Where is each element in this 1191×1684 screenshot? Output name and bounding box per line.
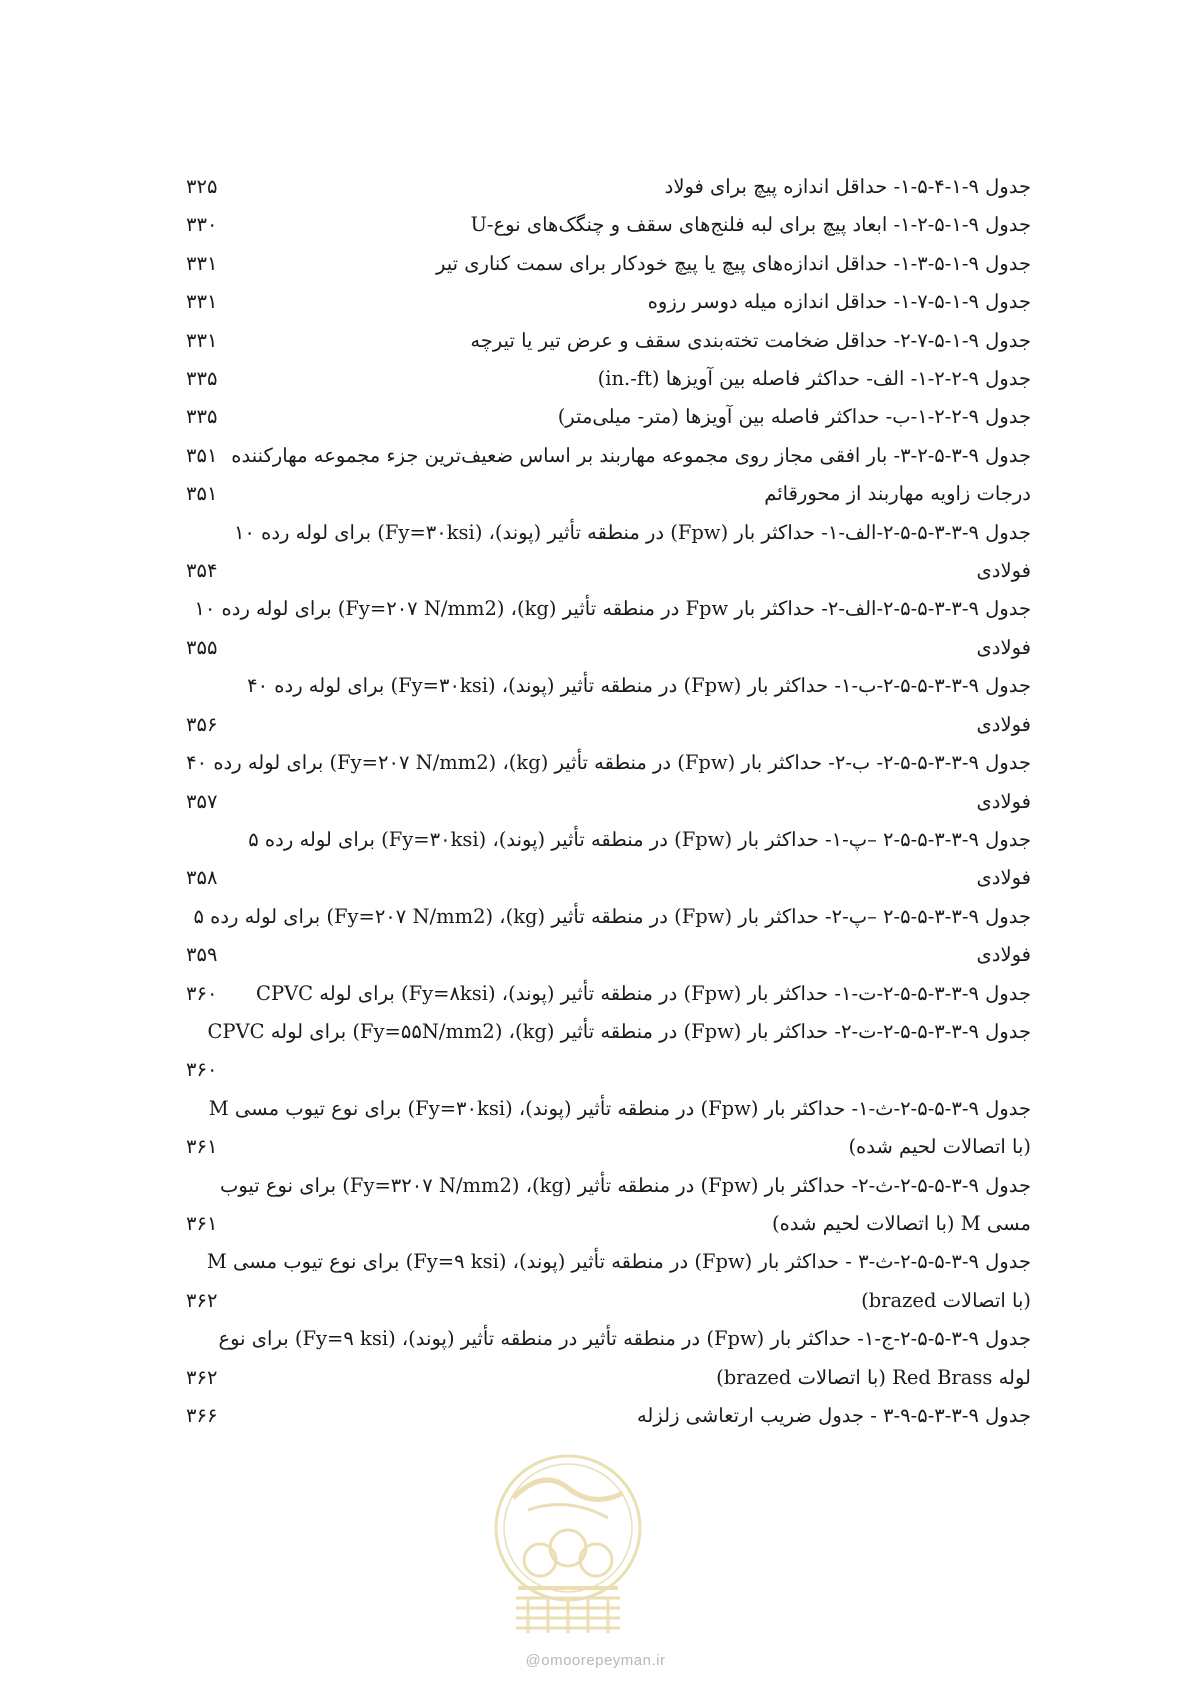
toc-entry[interactable] <box>186 975 1031 1013</box>
toc-entry-title: جدول ۹-۳-۵-۵-۲-ج-۱- حداکثر بار (Fpw) در منطقه تأثیر در منطقه تأثیر (پوند)، (Fy=۹ ksi) برای نوع <box>218 1327 1031 1351</box>
toc-page-number: ۳۲۵ <box>186 175 218 198</box>
toc-entry[interactable] <box>186 783 1031 821</box>
toc-entry-title: فولادی <box>976 559 1031 583</box>
toc-entry[interactable] <box>186 245 1031 283</box>
toc-entry-title: جدول ۹-۳-۵-۵-۲-ث-۱- حداکثر بار (Fpw) در منطقه تأثیر (پوند)، (Fy=۳۰ksi) برای نوع تیوب مسی M <box>208 1096 1031 1120</box>
toc-entry-title: جدول ۹-۳-۳-۵-۵-۲-ت-۲- حداکثر بار (Fpw) در منطقه تأثیر (kg)، (Fy=۵۵N/mm2) برای لوله CPVC <box>207 1019 1031 1043</box>
toc-entry[interactable] <box>186 552 1031 590</box>
toc-entry[interactable] <box>186 1205 1031 1243</box>
toc-entry[interactable] <box>186 283 1031 321</box>
toc-entry-title: جدول ۹-۳-۳-۵-۵-۲-ت-۱- حداکثر بار (Fpw) در منطقه تأثیر (پوند)، (Fy=۸ksi) برای لوله CPVC <box>256 981 1031 1005</box>
toc-entry[interactable] <box>186 821 1031 859</box>
toc-page-number: ۳۶۲ <box>186 1288 218 1312</box>
toc-page-number: ۳۳۱ <box>186 251 218 275</box>
toc-entry[interactable] <box>186 629 1031 667</box>
toc-entry[interactable] <box>186 168 1031 206</box>
toc-entry-title: فولادی <box>976 712 1031 736</box>
toc-entry-title: جدول ۹-۳-۵-۵-۲-ث-۳ - حداکثر بار (Fpw) در منطقه تأثیر (پوند)، (Fy=۹ ksi) برای نوع تیوب مسی M <box>206 1250 1031 1274</box>
toc-entry[interactable] <box>186 475 1031 513</box>
toc-entry-title: جدول ۹-۲-۲-۱- الف- حداکثر فاصله بین آویزها (in.-ft) <box>597 367 1031 391</box>
toc-entry-title: جدول ۹-۳-۳-۵-۵-۲-الف-۱- حداکثر بار (Fpw) در منطقه تأثیر (پوند)، (Fy=۳۰ksi) برای لوله رده ۱۰ <box>233 520 1031 544</box>
toc-entry[interactable] <box>186 898 1031 936</box>
toc-entry-title: (با اتصالات brazed) <box>861 1288 1031 1312</box>
toc-page-number: ۳۵۱ <box>186 443 218 467</box>
toc-entry-title: جدول ۹-۱-۵-۳-۱- حداقل اندازه‌های پیچ یا پیچ خودکار برای سمت کناری تیر <box>436 251 1031 275</box>
toc-page-number: ۳۶۱ <box>186 1135 218 1159</box>
toc-entry[interactable] <box>186 1397 1031 1435</box>
omoorepeyman-logo-watermark <box>488 1448 648 1643</box>
toc-entry[interactable] <box>186 590 1031 628</box>
toc-entry-title: جدول ۹-۱-۵-۷-۲- حداقل ضخامت تخته‌بندی سقف و عرض تیر یا تیرچه <box>470 328 1031 352</box>
toc-page-number: ۳۵۹ <box>186 943 218 967</box>
toc-entry[interactable] <box>186 1359 1031 1397</box>
toc-entry-title: درجات زاویه مهاربند از محورقائم <box>764 482 1031 506</box>
toc-entry-title: جدول ۹-۳-۵-۵-۲-ث-۲- حداکثر بار (Fpw) در منطقه تأثیر (kg)، (Fy=۳۲۰۷ N/mm2) برای نوع تیوب <box>219 1173 1031 1197</box>
toc-page-number: ۳۵۴ <box>186 559 218 583</box>
toc-page-number: ۳۵۱ <box>186 482 218 506</box>
toc-page-number: ۳۶۲ <box>186 1365 218 1389</box>
toc-entry[interactable] <box>186 1128 1031 1166</box>
toc-page-number: ۳۶۰ <box>186 981 218 1005</box>
toc-entry[interactable] <box>186 514 1031 552</box>
toc-entry[interactable] <box>186 322 1031 360</box>
toc-entry-title: جدول ۹-۳-۵-۲-۳- بار افقی مجاز روی مجموعه مهاربند بر اساس ضعیف‌ترین جزء مجموعه مهارکننده <box>231 443 1031 467</box>
toc-entry[interactable] <box>186 1282 1031 1320</box>
toc-page-number: ۳۵۵ <box>186 635 218 659</box>
toc-entry-title: جدول ۹-۳-۳-۵-۵-۲-ب-۱- حداکثر بار (Fpw) در منطقه تأثیر (پوند)، (Fy=۳۰ksi) برای لوله رده ۴۰ <box>247 674 1031 698</box>
toc-entry-title: فولادی <box>976 866 1031 890</box>
toc-entry-title: مسی M (با اتصالات لحیم شده) <box>771 1211 1031 1235</box>
toc-entry[interactable] <box>186 1320 1031 1358</box>
toc-entry[interactable] <box>186 744 1031 782</box>
toc-entry-title: فولادی <box>976 943 1031 967</box>
toc-entry-title: فولادی <box>976 789 1031 813</box>
toc-entry-title: لوله Red Brass (با اتصالات brazed) <box>716 1365 1031 1389</box>
toc-entry-title: جدول ۹-۳-۳-۵-۵-۲ –پ-۲- حداکثر بار (Fpw) در منطقه تأثیر (kg)، (Fy=۲۰۷ N/mm2) برای لوله رده ۵ <box>193 904 1031 928</box>
toc-page-number: ۳۳۵ <box>186 367 218 391</box>
toc-entry[interactable] <box>186 859 1031 897</box>
toc-entry[interactable] <box>186 1013 1031 1051</box>
toc-entry[interactable] <box>186 398 1031 436</box>
toc-page-number: ۳۶۶ <box>186 1403 218 1427</box>
toc-page-number: ۳۶۰ <box>186 1058 218 1082</box>
toc-entry-title: جدول ۹-۳-۳-۵-۹-۳ - جدول ضریب ارتعاشی زلزله <box>636 1403 1031 1427</box>
toc-page-number: ۳۳۵ <box>186 405 218 429</box>
toc-page-number: ۳۵۸ <box>186 866 218 890</box>
toc-entry-title: جدول ۹-۲-۲-۱-ب- حداکثر فاصله بین آویزها (متر- میلی‌متر) <box>557 405 1031 429</box>
watermark-url: @omoorepeyman.ir <box>525 1652 666 1669</box>
toc-page-number: ۳۳۱ <box>186 290 218 314</box>
toc-entry-title: جدول ۹-۱-۵-۲-۱- ابعاد پیچ برای لبه فلنج‌های سقف و چنگک‌های نوع-U <box>470 213 1031 237</box>
toc-entry[interactable] <box>186 936 1031 974</box>
toc-page-number: ۳۵۷ <box>186 789 218 813</box>
toc-entry[interactable] <box>186 706 1031 744</box>
toc-entry[interactable] <box>186 206 1031 244</box>
toc-entry[interactable] <box>186 360 1031 398</box>
toc-entry[interactable] <box>186 1167 1031 1205</box>
toc-entry[interactable] <box>186 667 1031 705</box>
toc-entry[interactable] <box>186 1243 1031 1281</box>
toc-entry-title: جدول ۹-۳-۳-۵-۵-۲- ب-۲- حداکثر بار (Fpw) در منطقه تأثیر (kg)، (Fy=۲۰۷ N/mm2) برای لوله رده ۴۰ <box>186 751 1031 775</box>
toc-entry-title: فولادی <box>976 635 1031 659</box>
toc-entry-title: جدول ۹-۳-۳-۵-۵-۲ –پ-۱- حداکثر بار (Fpw) در منطقه تأثیر (پوند)، (Fy=۳۰ksi) برای لوله رده ۵ <box>248 827 1031 851</box>
toc-entry-title: جدول ۹-۱-۴-۵-۱- حداقل اندازه پیچ برای فولاد <box>664 175 1031 198</box>
toc-page-number: ۳۳۰ <box>186 213 218 237</box>
toc-entry[interactable] <box>186 1051 1031 1089</box>
toc-entry[interactable] <box>186 437 1031 475</box>
toc-page-number: ۳۵۶ <box>186 712 218 736</box>
toc-page-number: ۳۶۱ <box>186 1211 218 1235</box>
toc-entry-title: جدول ۹-۳-۳-۵-۵-۲-الف-۲- حداکثر بار Fpw در منطقه تأثیر (kg)، (Fy=۲۰۷ N/mm2) برای لوله رده ۱۰ <box>194 597 1031 621</box>
toc-entry-title: (با اتصالات لحیم شده) <box>848 1135 1031 1159</box>
toc-entry-title: جدول ۹-۱-۵-۷-۱- حداقل اندازه میله دوسر رزوه <box>647 290 1031 314</box>
toc-entry[interactable] <box>186 1090 1031 1128</box>
table-of-contents <box>186 168 1031 1435</box>
toc-page-number: ۳۳۱ <box>186 328 218 352</box>
